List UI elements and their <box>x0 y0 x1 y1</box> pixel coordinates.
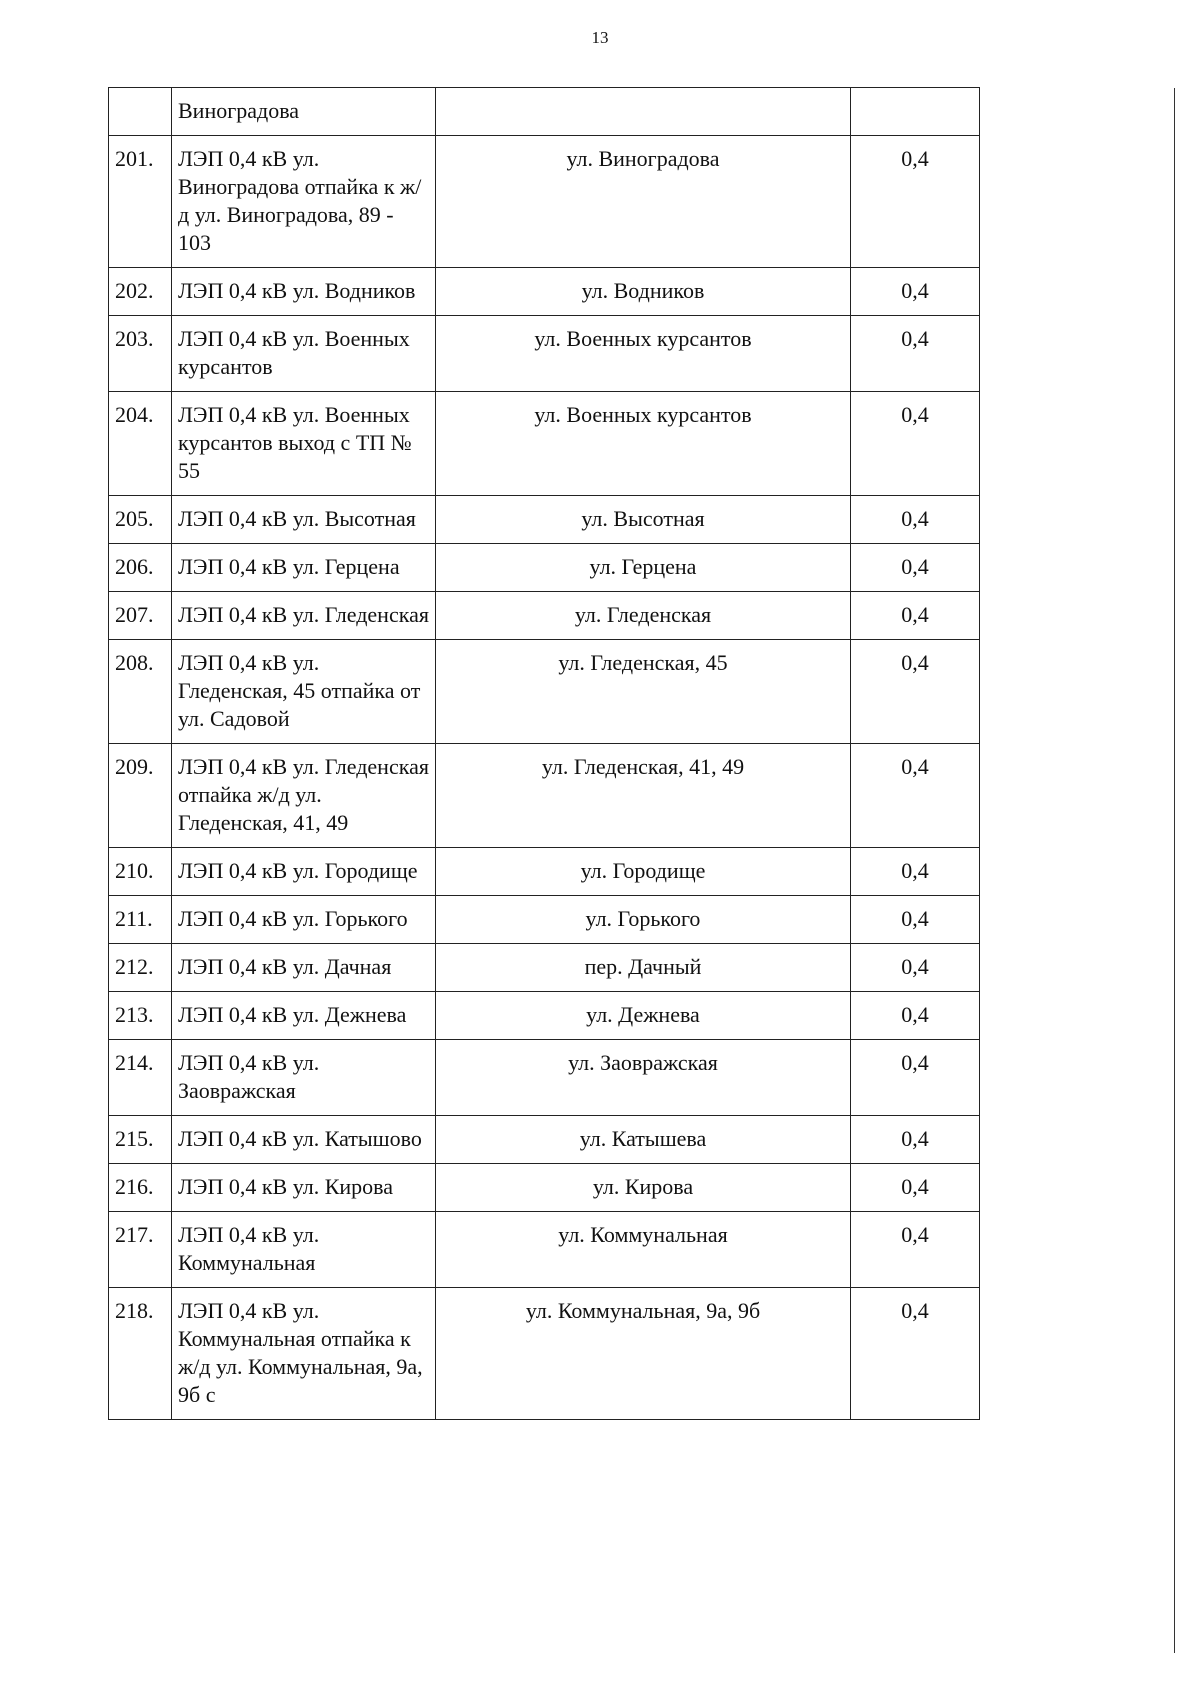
table-row <box>109 640 980 744</box>
line-address: пер. Дачный <box>436 944 851 992</box>
line-voltage <box>851 88 980 136</box>
line-voltage: 0,4 <box>851 136 980 268</box>
table-row <box>109 316 980 392</box>
line-address: ул. Катышева <box>436 1116 851 1164</box>
line-voltage: 0,4 <box>851 1116 980 1164</box>
line-name: ЛЭП 0,4 кВ ул. Городище <box>172 848 436 896</box>
table-row <box>109 1164 980 1212</box>
line-voltage: 0,4 <box>851 848 980 896</box>
line-name: ЛЭП 0,4 кВ ул. Военных курсантов выход с ТП № 55 <box>172 392 436 496</box>
line-name: ЛЭП 0,4 кВ ул. Герцена <box>172 544 436 592</box>
table-row <box>109 268 980 316</box>
line-name: ЛЭП 0,4 кВ ул. Заовражская <box>172 1040 436 1116</box>
line-voltage: 0,4 <box>851 896 980 944</box>
table-row <box>109 1040 980 1116</box>
row-number: 212. <box>109 944 172 992</box>
line-voltage: 0,4 <box>851 268 980 316</box>
row-number: 203. <box>109 316 172 392</box>
row-number: 210. <box>109 848 172 896</box>
row-number: 214. <box>109 1040 172 1116</box>
row-number: 204. <box>109 392 172 496</box>
table-row <box>109 744 980 848</box>
line-voltage: 0,4 <box>851 544 980 592</box>
line-voltage: 0,4 <box>851 392 980 496</box>
line-name: ЛЭП 0,4 кВ ул. Горького <box>172 896 436 944</box>
line-voltage: 0,4 <box>851 1288 980 1420</box>
table-row <box>109 392 980 496</box>
line-voltage: 0,4 <box>851 744 980 848</box>
line-voltage: 0,4 <box>851 316 980 392</box>
line-name: ЛЭП 0,4 кВ ул. Гледенская <box>172 592 436 640</box>
line-name: ЛЭП 0,4 кВ ул. Водников <box>172 268 436 316</box>
line-name: ЛЭП 0,4 кВ ул. Коммунальная отпайка к ж/д ул. Коммунальная, 9а, 9б с <box>172 1288 436 1420</box>
line-address: ул. Гледенская <box>436 592 851 640</box>
line-address: ул. Коммунальная <box>436 1212 851 1288</box>
row-number: 206. <box>109 544 172 592</box>
line-voltage: 0,4 <box>851 1040 980 1116</box>
line-address: ул. Горького <box>436 896 851 944</box>
row-number: 217. <box>109 1212 172 1288</box>
table-row <box>109 1212 980 1288</box>
table-row <box>109 136 980 268</box>
row-number: 216. <box>109 1164 172 1212</box>
line-address: ул. Герцена <box>436 544 851 592</box>
row-number: 209. <box>109 744 172 848</box>
line-address: ул. Военных курсантов <box>436 316 851 392</box>
line-voltage: 0,4 <box>851 496 980 544</box>
line-name: ЛЭП 0,4 кВ ул. Дежнева <box>172 992 436 1040</box>
line-name: ЛЭП 0,4 кВ ул. Военных курсантов <box>172 316 436 392</box>
table-body <box>109 88 980 1420</box>
page-number: 13 <box>591 28 609 47</box>
line-voltage: 0,4 <box>851 1164 980 1212</box>
line-address: ул. Заовражская <box>436 1040 851 1116</box>
line-voltage: 0,4 <box>851 944 980 992</box>
table-row <box>109 1288 980 1420</box>
line-name: ЛЭП 0,4 кВ ул. Коммунальная <box>172 1212 436 1288</box>
line-address: ул. Городище <box>436 848 851 896</box>
row-number <box>109 88 172 136</box>
line-address: ул. Гледенская, 45 <box>436 640 851 744</box>
line-name: ЛЭП 0,4 кВ ул. Кирова <box>172 1164 436 1212</box>
table-row <box>109 992 980 1040</box>
line-address: ул. Высотная <box>436 496 851 544</box>
row-number: 208. <box>109 640 172 744</box>
line-name: ЛЭП 0,4 кВ ул. Гледенская, 45 отпайка от ул. Садовой <box>172 640 436 744</box>
table-row <box>109 544 980 592</box>
line-address: ул. Дежнева <box>436 992 851 1040</box>
line-address: ул. Военных курсантов <box>436 392 851 496</box>
row-number: 218. <box>109 1288 172 1420</box>
line-address: ул. Водников <box>436 268 851 316</box>
line-voltage: 0,4 <box>851 1212 980 1288</box>
row-number: 205. <box>109 496 172 544</box>
table-row <box>109 88 980 136</box>
line-address: ул. Гледенская, 41, 49 <box>436 744 851 848</box>
table-row <box>109 496 980 544</box>
table-row <box>109 592 980 640</box>
line-address: ул. Кирова <box>436 1164 851 1212</box>
line-address: ул. Виноградова <box>436 136 851 268</box>
table-row <box>109 848 980 896</box>
margin-line <box>1174 88 1175 1653</box>
line-voltage: 0,4 <box>851 592 980 640</box>
line-voltage: 0,4 <box>851 640 980 744</box>
row-number: 215. <box>109 1116 172 1164</box>
line-name: ЛЭП 0,4 кВ ул. Высотная <box>172 496 436 544</box>
row-number: 211. <box>109 896 172 944</box>
line-name: ЛЭП 0,4 кВ ул. Катышово <box>172 1116 436 1164</box>
power-lines-table <box>108 87 980 1420</box>
row-number: 202. <box>109 268 172 316</box>
line-name: ЛЭП 0,4 кВ ул. Виноградова отпайка к ж/д ул. Виноградова, 89 - 103 <box>172 136 436 268</box>
line-name: ЛЭП 0,4 кВ ул. Гледенская отпайка ж/д ул. Гледенская, 41, 49 <box>172 744 436 848</box>
line-address: ул. Коммунальная, 9а, 9б <box>436 1288 851 1420</box>
table-row <box>109 896 980 944</box>
row-number: 201. <box>109 136 172 268</box>
row-number: 207. <box>109 592 172 640</box>
line-voltage: 0,4 <box>851 992 980 1040</box>
line-name: Виноградова <box>172 88 436 136</box>
table-row <box>109 1116 980 1164</box>
table-row <box>109 944 980 992</box>
line-name: ЛЭП 0,4 кВ ул. Дачная <box>172 944 436 992</box>
line-address <box>436 88 851 136</box>
row-number: 213. <box>109 992 172 1040</box>
